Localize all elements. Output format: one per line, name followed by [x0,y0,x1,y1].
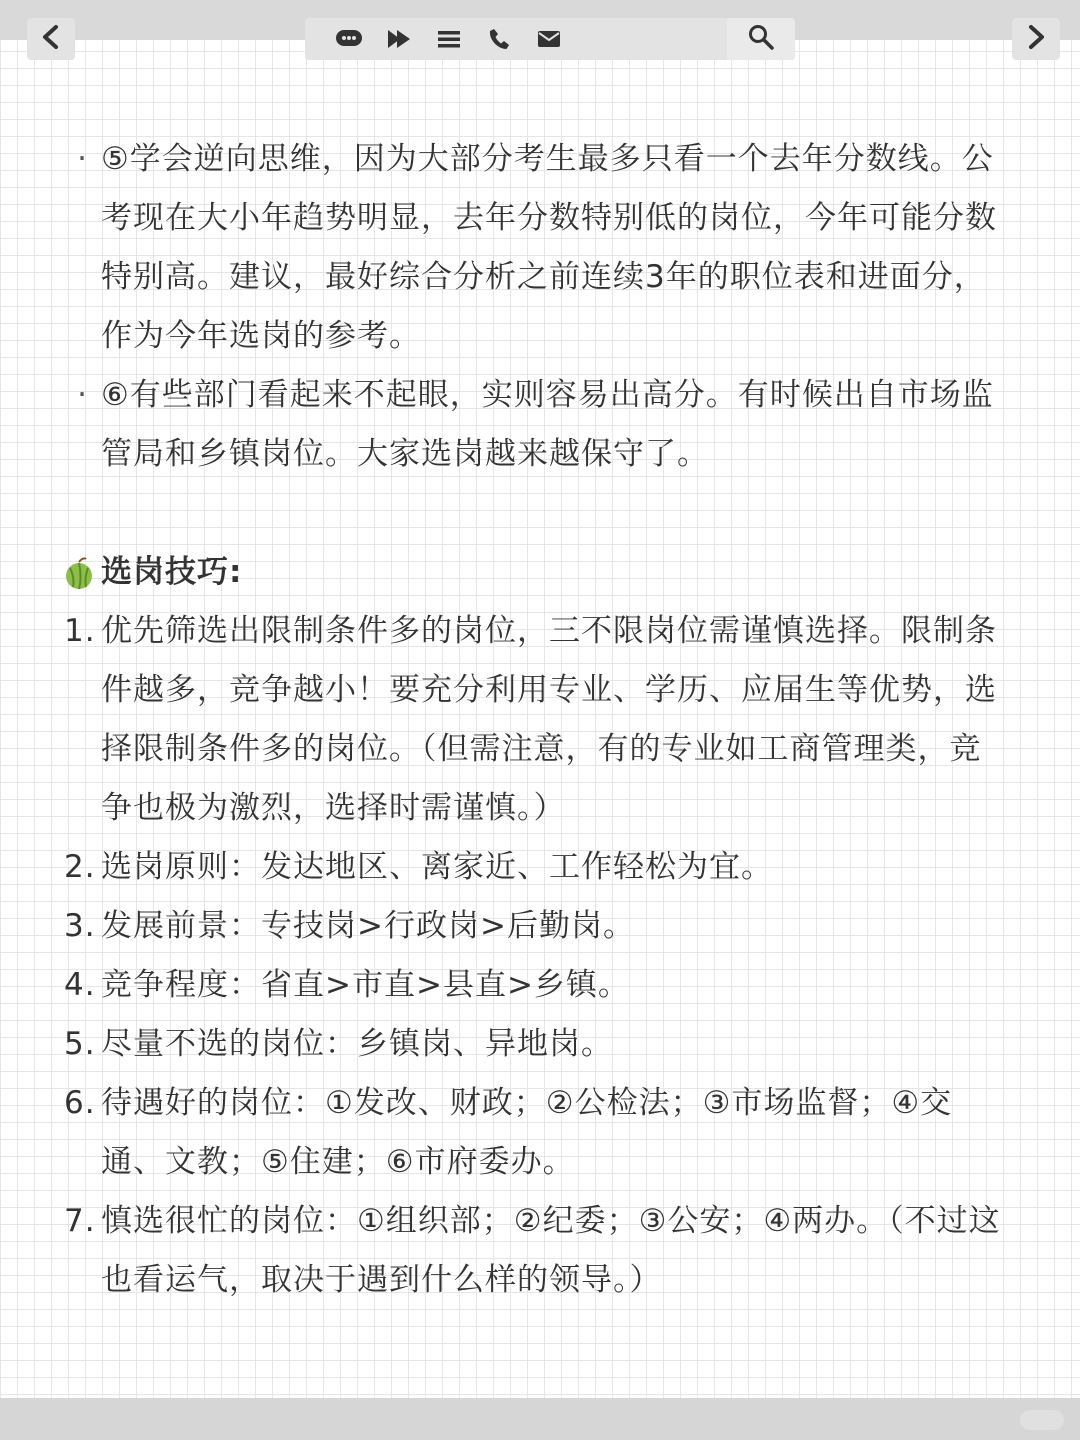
chevron-left-icon [40,24,62,54]
chat-bubble-icon[interactable] [335,25,363,53]
section-title: 选岗技巧: [101,554,243,590]
chevron-right-icon [1025,24,1047,54]
bullet-item [64,366,1014,484]
list-number: 1. [64,613,96,649]
watermark [1020,1410,1064,1430]
list-number: 3. [64,908,96,944]
list-text: 慎选很忙的岗位：①组织部；②纪委；③公安；④两办。（不过这也看运气，取决于遇到什么样的领导。） [101,1203,1001,1298]
section-heading [64,543,1014,602]
bullet-text: ⑤学会逆向思维，因为大部分考生最多只看一个去年分数线。公考现在大小年趋势明显，去年分数特别低的岗位，今年可能分数特别高。建议，最好综合分析之前连续3年的职位表和进面分，作为今年选岗的参考。 [101,141,997,354]
list-item [64,1192,1014,1310]
bullet-item [64,130,1014,366]
bottom-bar [0,1398,1080,1440]
search-button[interactable] [727,18,795,60]
search-icon [747,23,775,55]
phone-icon[interactable] [485,25,513,53]
bullet-marker: · [77,141,88,177]
list-text: 选岗原则：发达地区、离家近、工作轻松为宜。 [101,849,773,885]
list-number: 4. [64,967,96,1003]
list-item [64,602,1014,838]
note-content [64,130,1014,1310]
list-item [64,1015,1014,1074]
list-item [64,956,1014,1015]
list-number: 2. [64,849,96,885]
list-item [64,1074,1014,1192]
melon-icon [64,543,101,602]
list-number: 6. [64,1085,96,1121]
mail-icon[interactable] [535,25,563,53]
bullet-marker: · [77,377,88,413]
list-number: 5. [64,1026,96,1062]
list-icon[interactable] [435,25,463,53]
list-text: 发展前景：专技岗>行政岗>后勤岗。 [101,908,635,944]
list-text: 竞争程度：省直>市直>县直>乡镇。 [101,967,630,1003]
list-text: 尽量不选的岗位：乡镇岗、异地岗。 [101,1026,613,1062]
list-text: 优先筛选出限制条件多的岗位，三不限岗位需谨慎选择。限制条件越多，竞争越小！要充分利用专业、学历、应届生等优势，选择限制条件多的岗位。（但需注意，有的专业如工商管理类，竞争也极为激烈，选择时需谨慎。） [101,613,997,826]
bullet-text: ⑥有些部门看起来不起眼，实则容易出高分。有时候出自市场监管局和乡镇岗位。大家选岗越来越保守了。 [101,377,994,472]
back-button[interactable] [27,18,75,60]
list-text: 待遇好的岗位：①发改、财政；②公检法；③市场监督；④交通、文教；⑤住建；⑥市府委办。 [101,1085,953,1180]
list-number: 7. [64,1203,96,1239]
list-item [64,838,1014,897]
next-button[interactable] [1012,18,1060,60]
list-item [64,897,1014,956]
toolbar [305,18,795,60]
forward-icon[interactable] [385,25,413,53]
